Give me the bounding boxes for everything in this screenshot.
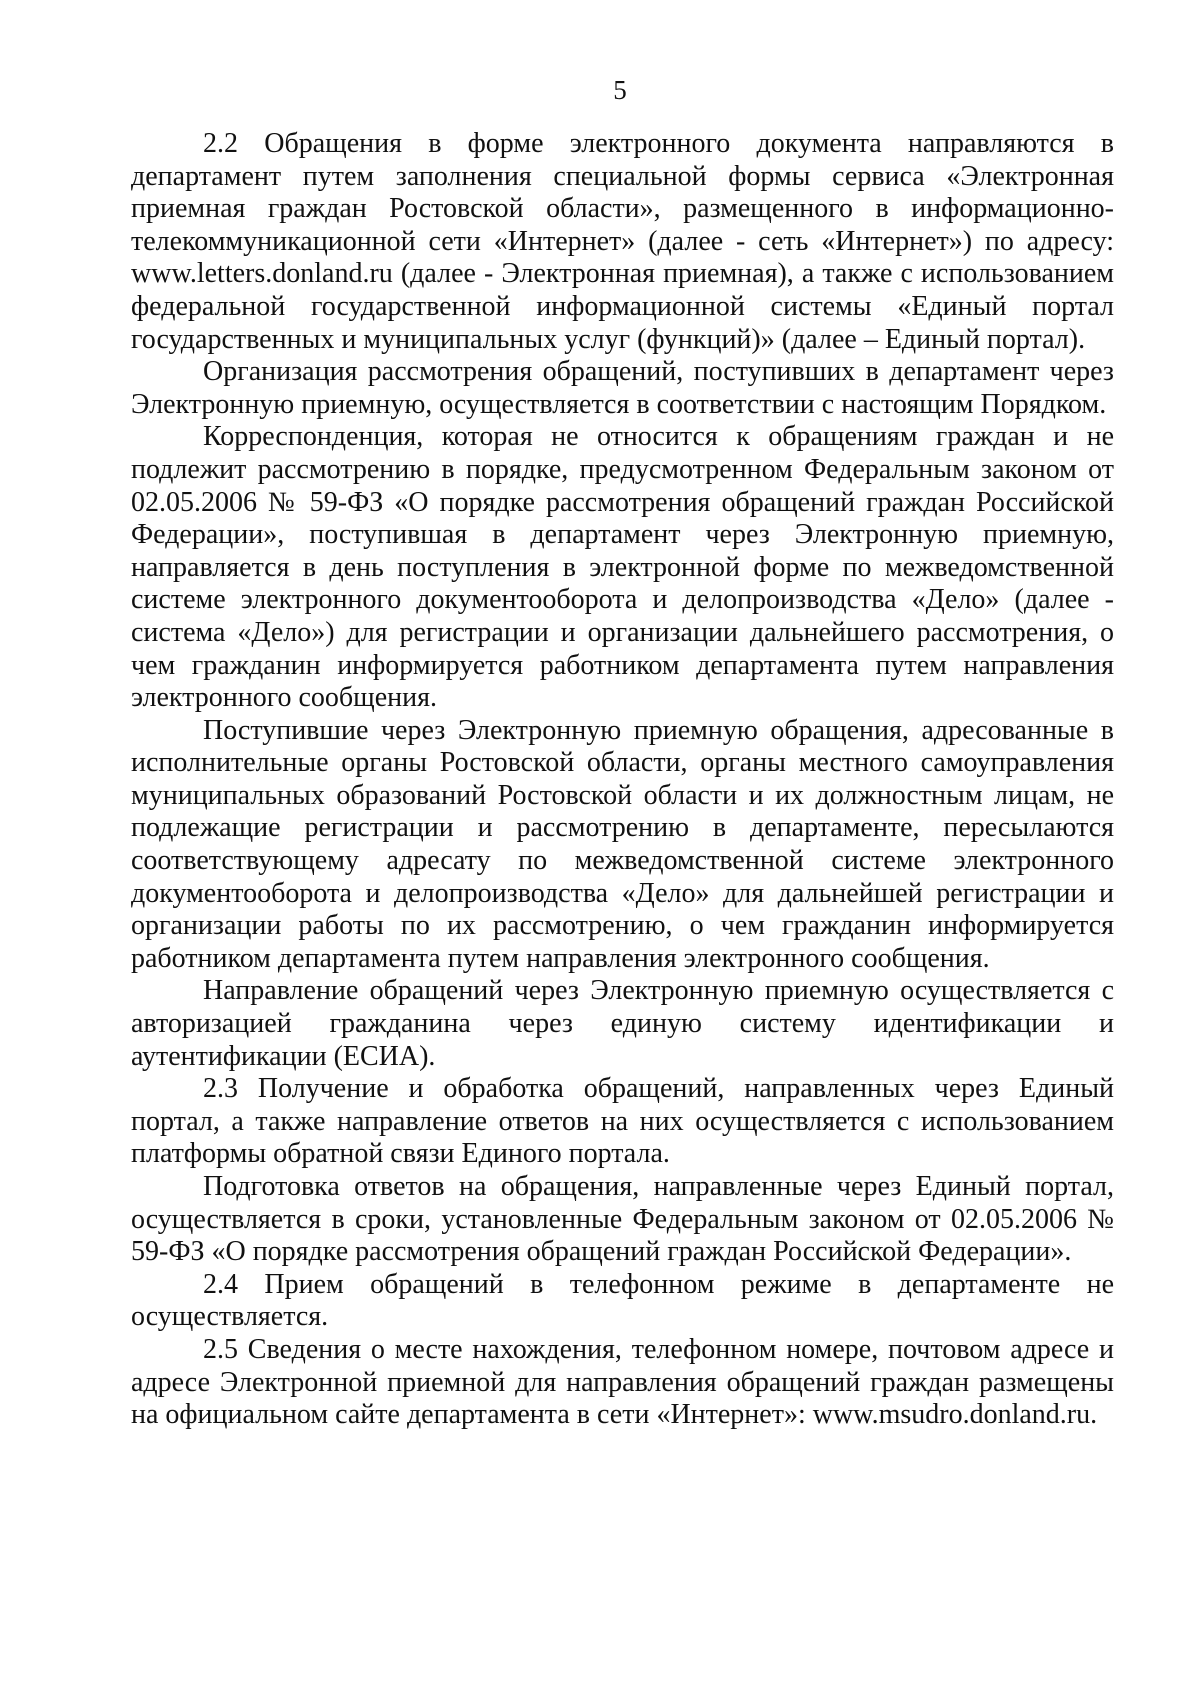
paragraph-2-2: 2.2 Обращения в форме электронного документа направляются в департамент путем заполнения специальной формы сервиса «Электронная приемная граждан Ростовской области», размещенного в информационно-телекоммуникационной сети «Интернет» (далее - сеть «Интернет») по адресу: www.letters.donland.ru (далее - Электронная приемная), а также с использованием федеральной государственной информационной системы «Единый портал государственных и муниципальных услуг (функций)» (далее – Единый портал). [131, 128, 1114, 355]
paragraph-correspondence: Корреспонденция, которая не относится к обращениям граждан и не подлежит рассмотрению в порядке, предусмотренном Федеральным законом от 02.05.2006 № 59-ФЗ «О порядке рассмотрения обращений граждан Российской Федерации», поступившая в департамент через Электронную приемную, направляется в день поступления в электронной форме по межведомственной системе электронного документооборота и делопроизводства «Дело» (далее - система «Дело») для регистрации и организации дальнейшего рассмотрения, о чем гражданин информируется работником департамента путем направления электронного сообщения. [131, 421, 1114, 714]
paragraph-2-5: 2.5 Сведения о месте нахождения, телефонном номере, почтовом адресе и адресе Электронной приемной для направления обращений граждан размещены на официальном сайте департамента в сети «Интернет»: www.msudro.donland.ru. [131, 1333, 1114, 1431]
page-number: 5 [613, 75, 627, 105]
paragraph-answer-preparation: Подготовка ответов на обращения, направленные через Единый портал, осуществляется в сроки, установленные Федеральным законом от 02.05.2006 № 59-ФЗ «О порядке рассмотрения обращений граждан Российской Федерации». [131, 1171, 1114, 1268]
paragraph-forwarding: Поступившие через Электронную приемную обращения, адресованные в исполнительные органы Ростовской области, органы местного самоуправления муниципальных образований Ростовской области и их должностным лицам, не подлежащие регистрации и рассмотрению в департаменте, пересылаются соответствующему адресату по межведомственной системе электронного документооборота и делопроизводства «Дело» для дальнейшей регистрации и организации работы по их рассмотрению, о чем гражданин информируется работником департамента путем направления электронного сообщения. [131, 714, 1114, 974]
paragraph-2-3: 2.3 Получение и обработка обращений, направленных через Единый портал, а также направление ответов на них осуществляется с использованием платформы обратной связи Единого портала. [131, 1073, 1114, 1170]
paragraph-electronic-reception-review: Организация рассмотрения обращений, поступивших в департамент через Электронную приемную, осуществляется в соответствии с настоящим Порядком. [131, 356, 1114, 420]
document-body [131, 128, 1114, 1432]
paragraph-esia-authorization: Направление обращений через Электронную приемную осуществляется с авторизацией гражданина через единую систему идентификации и аутентификации (ЕСИА). [131, 975, 1114, 1072]
paragraph-2-4: 2.4 Прием обращений в телефонном режиме в департаменте не осуществляется. [131, 1268, 1114, 1333]
